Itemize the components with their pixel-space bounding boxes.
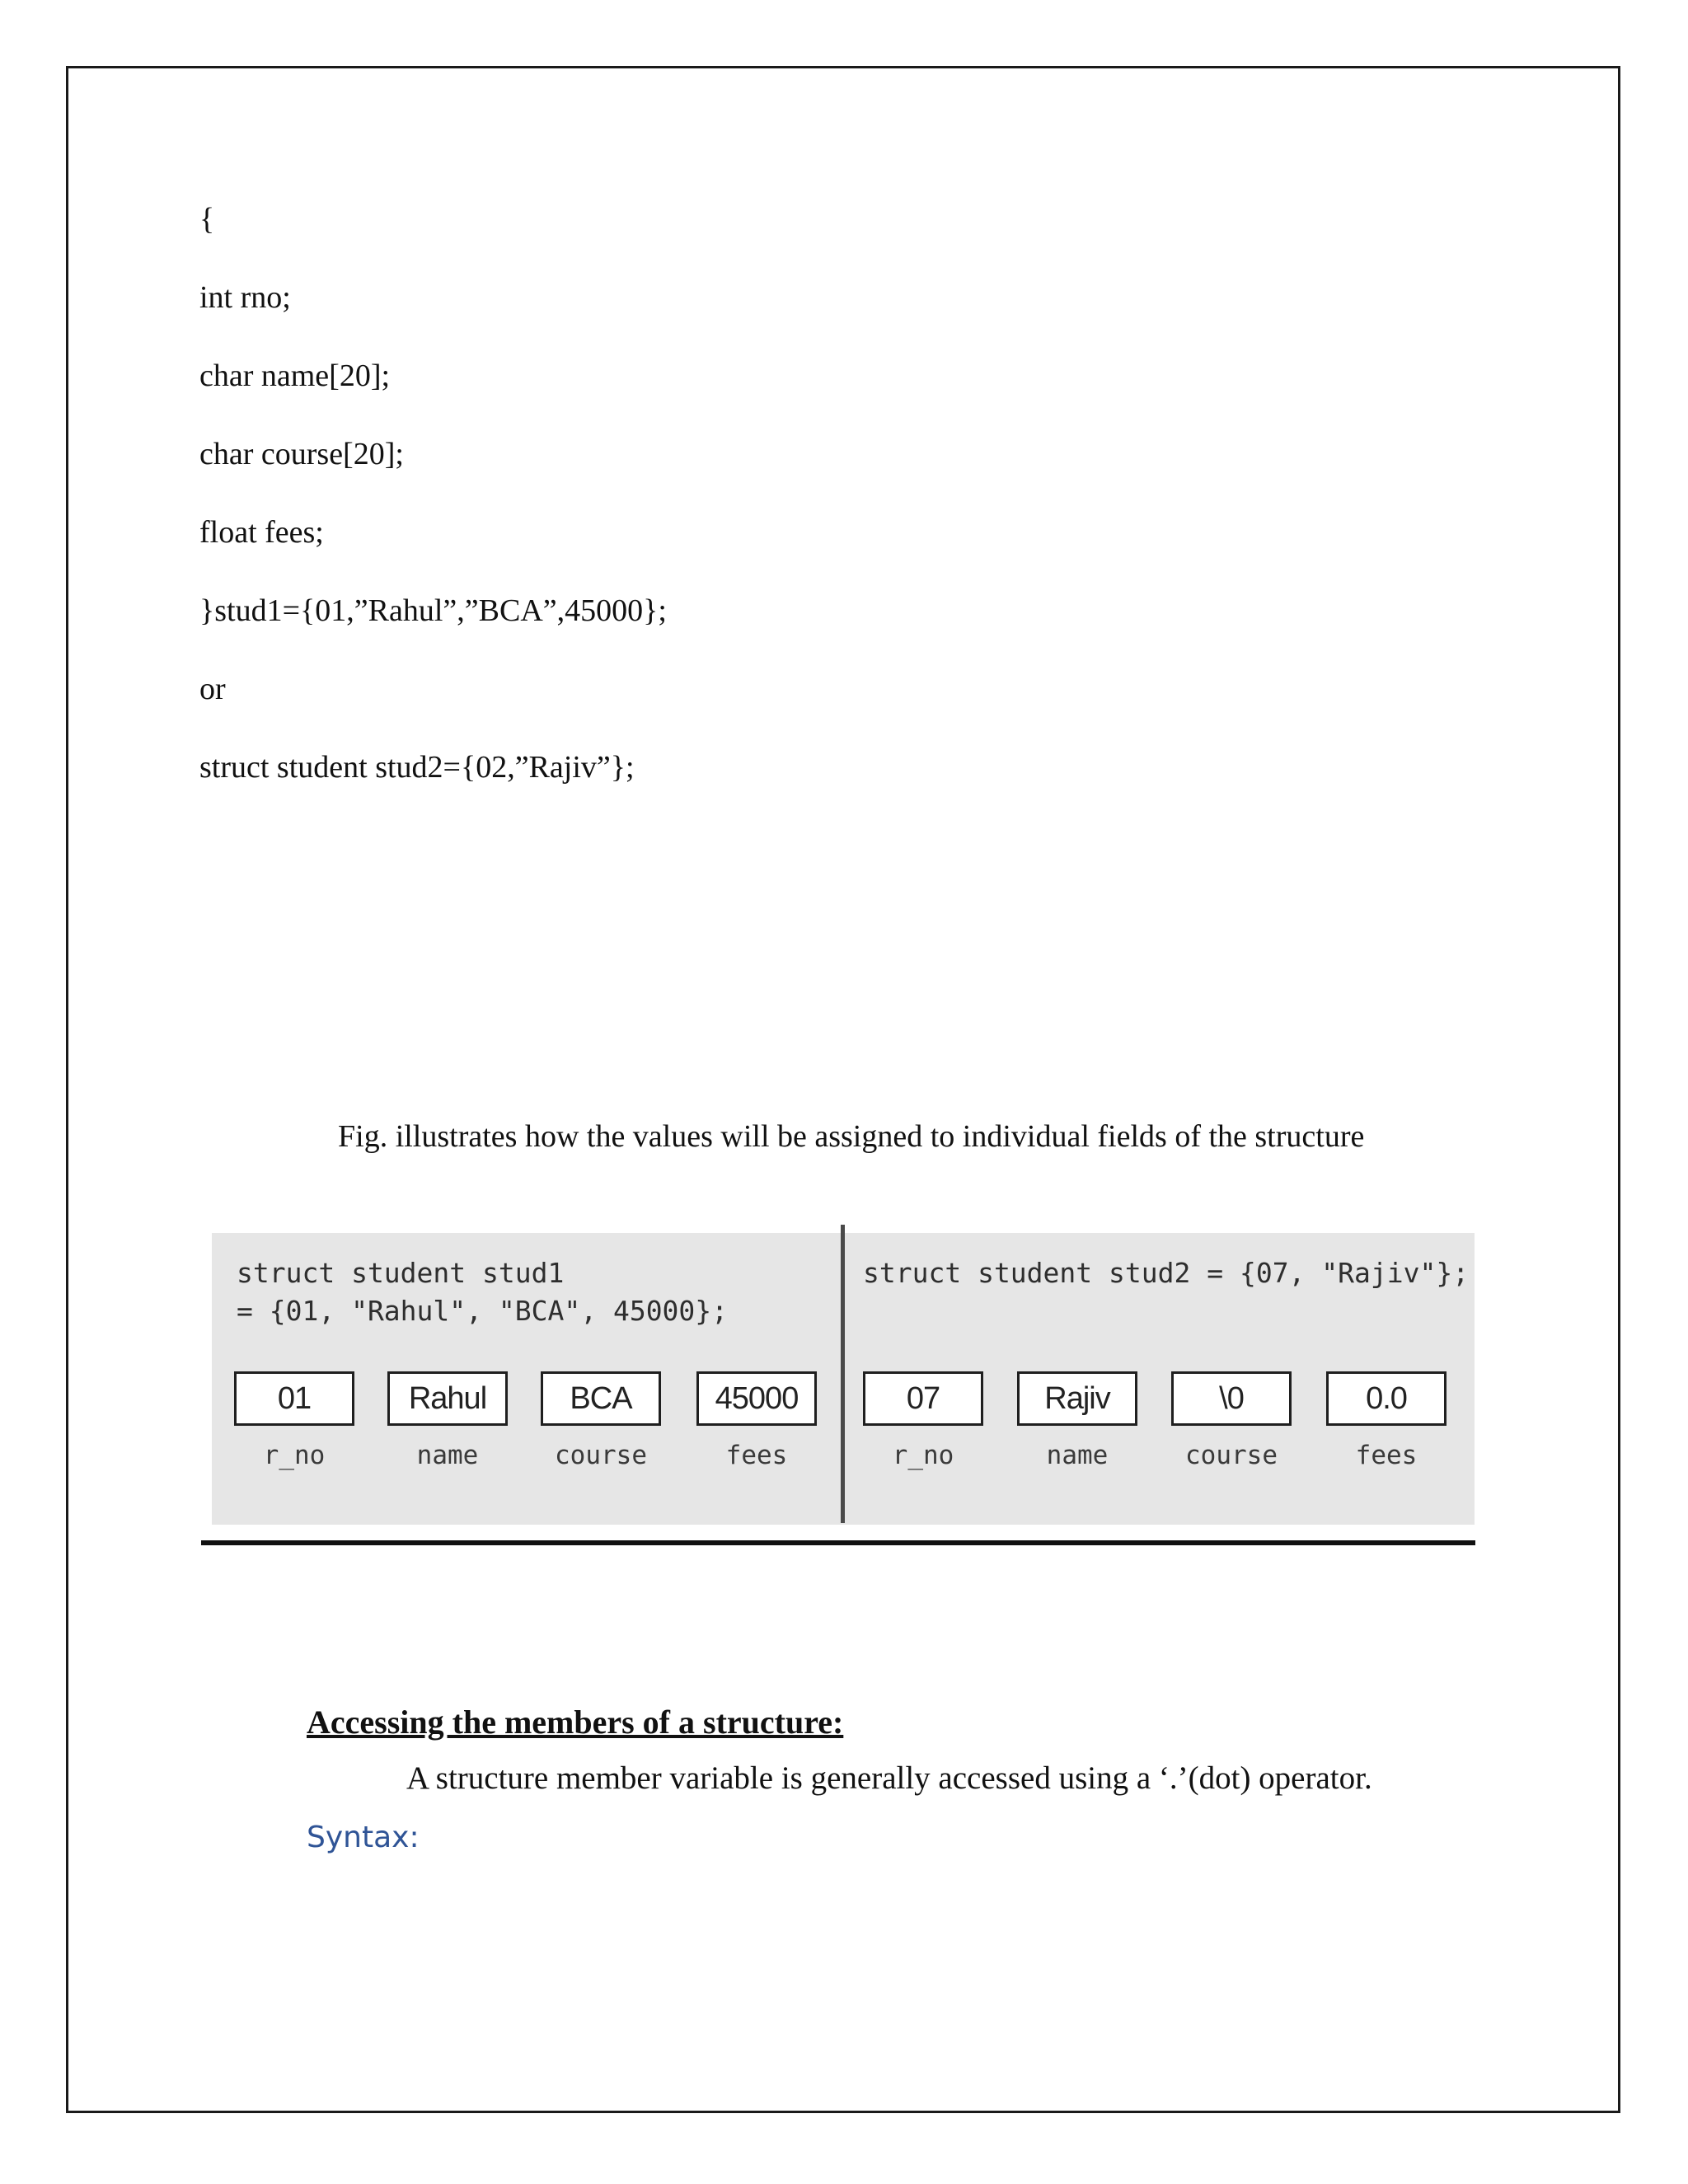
stud2-field-rno [863, 1371, 983, 1470]
stud1-course-label: course [555, 1441, 647, 1470]
body-paragraph: A structure member variable is generally accessed using a ‘.’(dot) operator. [406, 1760, 1372, 1796]
code-line-int-rno: int rno; [199, 280, 291, 315]
stud2-course-label: course [1185, 1441, 1278, 1470]
stud1-name-value: Rahul [387, 1371, 508, 1426]
stud1-field-fees [696, 1371, 817, 1470]
stud1-code-line-1: struct student stud1 [237, 1257, 565, 1289]
stud2-code-line-1: struct student stud2 = {07, "Rajiv"}; [863, 1257, 1470, 1289]
stud1-field-name [387, 1371, 508, 1470]
stud1-name-label: name [416, 1441, 479, 1470]
stud1-fees-label: fees [725, 1441, 788, 1470]
stud2-fees-label: fees [1355, 1441, 1418, 1470]
syntax-label: Syntax: [307, 1821, 420, 1854]
stud2-name-value: Rajiv [1017, 1371, 1137, 1426]
stud1-course-value: BCA [541, 1371, 661, 1426]
figure-panel-stud2 [845, 1233, 1475, 1525]
code-line-stud1-init: }stud1={01,”Rahul”,”BCA”,45000}; [199, 593, 667, 628]
code-line-char-course: char course[20]; [199, 437, 404, 471]
horizontal-rule [201, 1540, 1475, 1545]
stud1-field-course [541, 1371, 661, 1470]
stud2-field-name [1017, 1371, 1137, 1470]
stud1-rno-value: 01 [234, 1371, 354, 1426]
stud2-field-fees [1326, 1371, 1447, 1470]
stud2-fees-value: 0.0 [1326, 1371, 1447, 1426]
structure-assignment-figure [212, 1233, 1475, 1525]
stud1-rno-label: r_no [263, 1441, 326, 1470]
stud2-course-value: \0 [1171, 1371, 1292, 1426]
code-line-float-fees: float fees; [199, 515, 324, 550]
section-heading: Accessing the members of a structure: [307, 1704, 844, 1741]
stud2-rno-value: 07 [863, 1371, 983, 1426]
code-line-open-brace: { [199, 202, 215, 237]
stud2-rno-label: r_no [892, 1441, 954, 1470]
stud2-name-label: name [1046, 1441, 1109, 1470]
stud2-code [863, 1254, 1469, 1292]
code-line-or: or [199, 672, 226, 706]
stud1-code [237, 1254, 728, 1330]
stud2-field-course [1171, 1371, 1292, 1470]
figure-caption: Fig. illustrates how the values will be assigned to individual fields of the structure [338, 1119, 1365, 1154]
code-line-stud2-init: struct student stud2={02,”Rajiv”}; [199, 750, 635, 785]
stud1-fees-value: 45000 [696, 1371, 817, 1426]
code-line-char-name: char name[20]; [199, 359, 391, 393]
stud1-field-rno [234, 1371, 354, 1470]
figure-panel-stud1 [212, 1233, 841, 1525]
stud1-code-line-2: = {01, "Rahul", "BCA", 45000}; [237, 1295, 729, 1327]
